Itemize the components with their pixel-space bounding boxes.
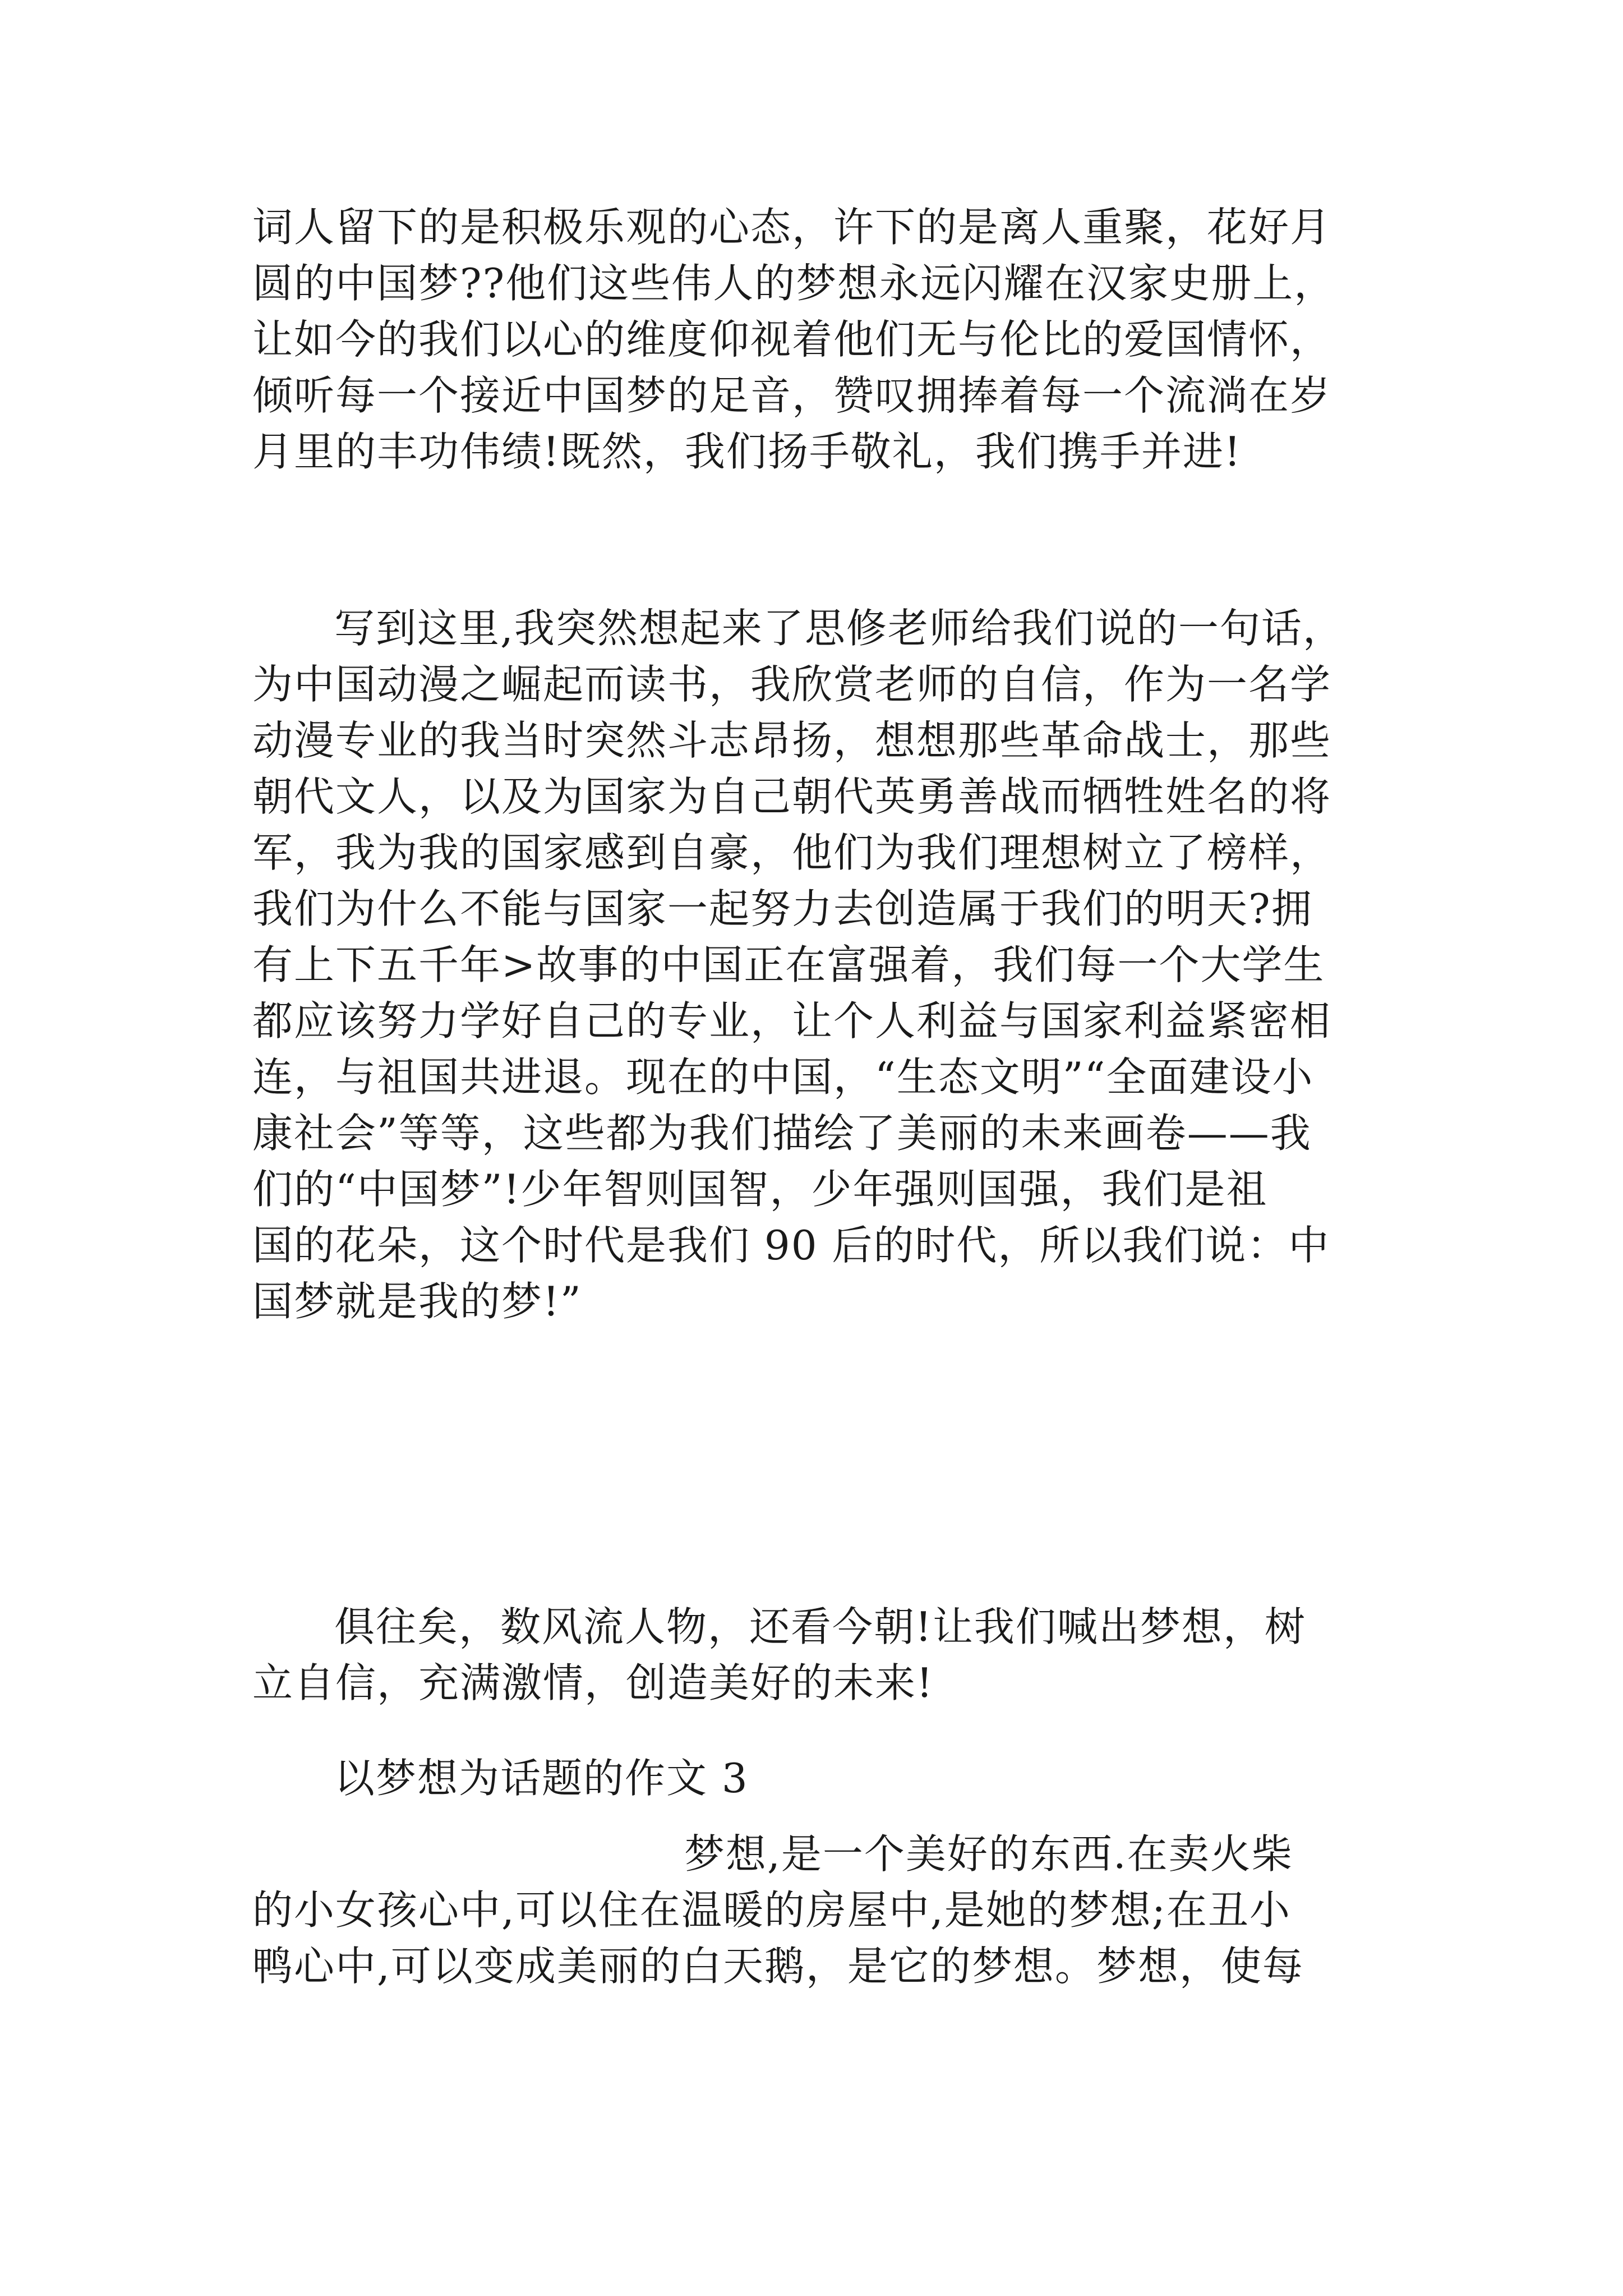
text-line: 动漫专业的我当时突然斗志昂扬，想想那些革命战士，那些 [252, 717, 1332, 764]
text-line: 梦想,是一个美好的东西.在卖火柴 [684, 1830, 1293, 1878]
section-heading: 以梦想为话题的作文 3 [334, 1755, 749, 1802]
paragraph-2 [252, 600, 1396, 1329]
text-line: 康社会”等等，这些都为我们描绘了美丽的未来画卷——我 [252, 1110, 1312, 1157]
text-line: 立自信，充满激情，创造美好的未来! [252, 1659, 934, 1706]
paragraph-4 [252, 1826, 1396, 1994]
text-line: 写到这里,我突然想起来了思修老师给我们说的一句话， [334, 605, 1344, 652]
text-line: 国的花朵，这个时代是我们 90 后的时代，所以我们说：中 [252, 1222, 1330, 1269]
text-line: 国梦就是我的梦!” [252, 1278, 582, 1325]
text-line: 的小女孩心中,可以住在温暖的房屋中,是她的梦想;在丑小 [252, 1887, 1292, 1934]
text-line: 我们为什么不能与国家一起努力去创造属于我们的明天?拥 [252, 885, 1313, 932]
text-line: 有上下五千年>故事的中国正在富强着，我们每一个大学生 [252, 941, 1325, 988]
text-line: 月里的丰功伟绩!既然，我们扬手敬礼，我们携手并进! [252, 428, 1242, 475]
paragraph-1 [252, 199, 1396, 480]
text-line: 连，与祖国共进退。现在的中国，“生态文明”“全面建设小 [252, 1053, 1314, 1101]
text-line: 军，我为我的国家感到自豪，他们为我们理想树立了榜样， [252, 829, 1332, 876]
text-line: 让如今的我们以心的维度仰视着他们无与伦比的爱国情怀， [252, 316, 1332, 363]
text-line: 为中国动漫之崛起而读书，我欣赏老师的自信，作为一名学 [252, 661, 1332, 708]
text-line: 词人留下的是积极乐观的心态，许下的是离人重聚，花好月 [252, 204, 1332, 251]
section-heading-block [252, 1750, 1396, 1806]
text-line: 朝代文人，以及为国家为自己朝代英勇善战而牺牲姓名的将 [252, 773, 1332, 820]
text-line: 倾听每一个接近中国梦的足音，赞叹拥捧着每一个流淌在岁 [252, 372, 1332, 419]
text-line: 俱往矣，数风流人物，还看今朝!让我们喊出梦想，树 [334, 1603, 1306, 1650]
text-line: 们的“中国梦”!少年智则国智，少年强则国强，我们是祖 [252, 1166, 1268, 1213]
paragraph-3 [252, 1599, 1396, 1711]
text-line: 都应该努力学好自己的专业，让个人利益与国家利益紧密相 [252, 997, 1332, 1045]
text-line: 圆的中国梦??他们这些伟人的梦想永远闪耀在汉家史册上， [252, 260, 1336, 307]
text-line: 鸭心中,可以变成美丽的白天鹅，是它的梦想。梦想，使每 [252, 1943, 1304, 1990]
